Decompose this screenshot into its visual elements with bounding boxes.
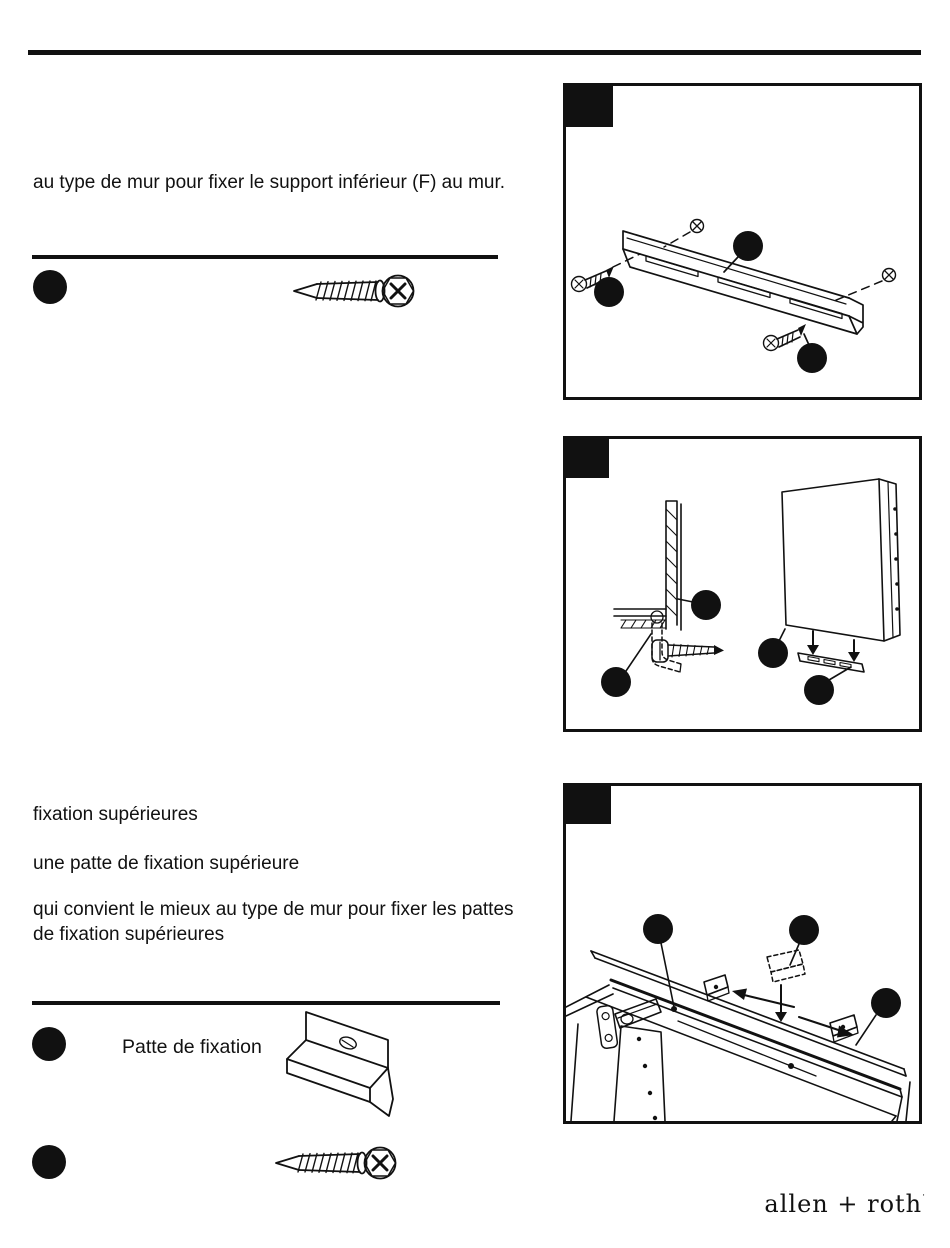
step-number-square — [566, 786, 611, 824]
left-arrow — [732, 989, 747, 1001]
callout-circle — [733, 231, 763, 261]
trademark-mark: · — [922, 1191, 925, 1201]
screw-tip-arrow — [606, 266, 614, 278]
screw-tip — [714, 645, 724, 655]
callout-circle — [789, 915, 819, 945]
down-arrow — [848, 652, 860, 662]
upper-fixation-line-3: qui convient le mieux au type de mur pour fixer les pattes de fixation supérieures — [33, 899, 514, 945]
upper-fixation-line-2: une patte de fixation supérieure — [33, 853, 300, 874]
down-arrow — [807, 645, 819, 655]
callout-circle — [33, 270, 67, 304]
callout-circle — [871, 988, 901, 1018]
hex-washer-screw-illustration — [290, 268, 420, 314]
top-rule-divider — [28, 50, 921, 55]
figure-step-3 — [563, 783, 922, 1124]
figure-step-1 — [563, 83, 922, 400]
intro-text: au type de mur pour fixer le support inférieur (F) au mur. — [33, 172, 506, 193]
mounting-bracket-illustration — [284, 1010, 402, 1122]
callout-circle — [32, 1027, 66, 1061]
callout-circle — [804, 675, 834, 705]
step-number-square — [566, 86, 613, 127]
callout-circle — [594, 277, 624, 307]
hardware-top-divider — [32, 255, 498, 259]
figure-step-1-drawing — [566, 86, 919, 397]
figure-step-3-drawing — [566, 786, 919, 1121]
bracket-label: Patte de fixation — [122, 1036, 262, 1058]
upper-fixation-line-1: fixation supérieures — [33, 804, 198, 825]
callout-circle — [758, 638, 788, 668]
figure-step-2-drawing — [566, 439, 919, 729]
callout-circle — [643, 914, 673, 944]
brand-logo-text: allen + roth — [764, 1190, 923, 1218]
figure-step-2 — [563, 436, 922, 732]
brand-logo — [764, 1190, 925, 1218]
hardware-bottom-divider — [32, 1001, 500, 1005]
callout-circle — [32, 1145, 66, 1179]
callout-circle — [601, 667, 631, 697]
callout-circle — [797, 343, 827, 373]
callout-circle — [691, 590, 721, 620]
step-number-square — [566, 439, 609, 478]
hex-washer-screw-illustration — [272, 1140, 402, 1186]
